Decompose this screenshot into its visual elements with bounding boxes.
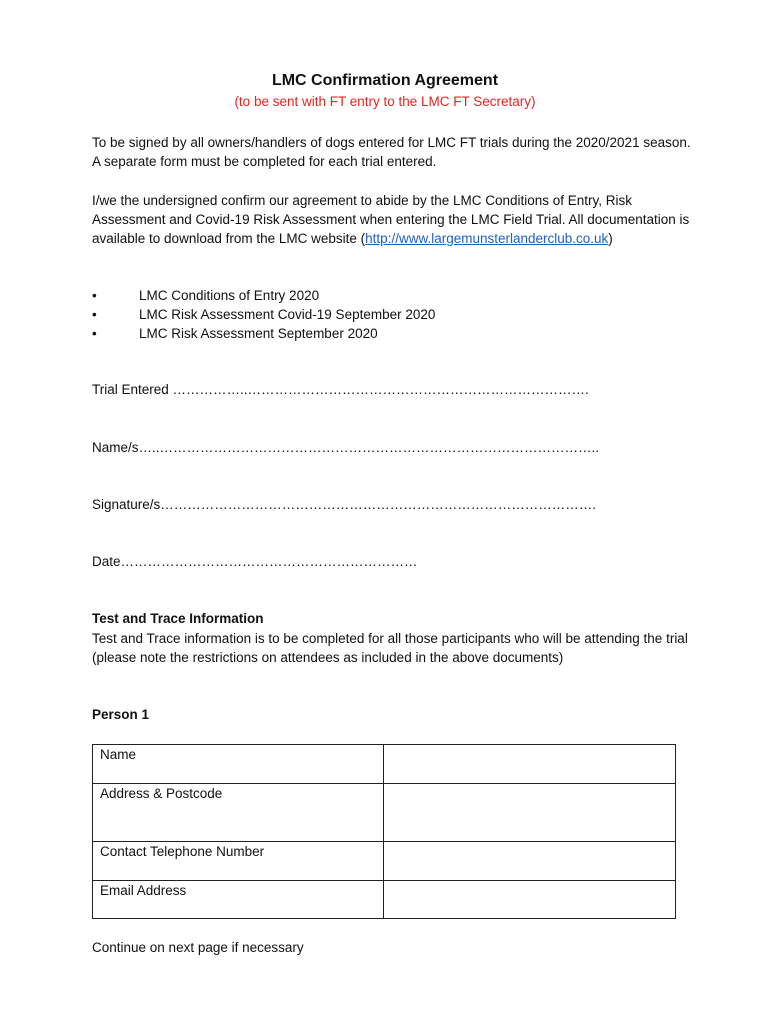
table-row — [93, 842, 676, 881]
website-link[interactable]: http://www.largemunsterlanderclub.co.uk — [365, 231, 609, 246]
signatures-field[interactable]: Signature/s……………………………………………………………………………………. — [92, 497, 597, 512]
test-trace-paragraph: Test and Trace information is to be completed for all those participants who will be attending the trial (please note the restrictions on attendees as included in the above documents) — [92, 631, 688, 665]
bullet-icon: • — [92, 288, 97, 303]
link-open-paren: ( — [360, 231, 366, 246]
date-field[interactable]: Date………………………………………………………… — [92, 554, 418, 569]
table-row — [93, 881, 676, 919]
list-item — [92, 324, 692, 343]
name-value-cell[interactable] — [384, 745, 676, 784]
agreement-text: I/we the undersigned confirm our agreement to abide by the LMC Conditions of Entry, Risk Assessment and Covid-19 Risk Assessment when entering the LMC Field Trial. All documentation is available to download from the LMC website — [92, 193, 690, 246]
list-item-label: LMC Risk Assessment Covid-19 September 2020 — [139, 307, 436, 322]
table-row — [93, 745, 676, 784]
documents-list — [92, 286, 692, 343]
row-label: Address & Postcode — [93, 784, 384, 842]
agreement-paragraph — [92, 191, 692, 248]
row-label: Email Address — [93, 881, 384, 919]
person-details-table — [92, 744, 676, 919]
trial-entered-field[interactable]: Trial Entered ……………..…………………………………………………………………. — [92, 382, 589, 397]
list-item — [92, 305, 692, 324]
email-value-cell[interactable] — [384, 881, 676, 919]
document-title: LMC Confirmation Agreement — [271, 72, 499, 89]
row-label: Contact Telephone Number — [93, 842, 384, 881]
intro-paragraph: To be signed by all owners/handlers of dogs entered for LMC FT trials during the 2020/2021 season. A separate form must be completed for each trial entered. — [92, 135, 691, 169]
footer-note: Continue on next page if necessary — [92, 940, 304, 955]
table-row — [93, 784, 676, 842]
list-item-label: LMC Conditions of Entry 2020 — [139, 288, 320, 303]
person-heading: Person 1 — [92, 707, 150, 722]
document-subtitle: (to be sent with FT entry to the LMC FT Secretary) — [234, 94, 536, 109]
telephone-value-cell[interactable] — [384, 842, 676, 881]
list-item — [92, 286, 692, 305]
list-item-label: LMC Risk Assessment September 2020 — [139, 326, 378, 341]
test-trace-heading: Test and Trace Information — [92, 611, 264, 626]
row-label: Name — [93, 745, 384, 784]
bullet-icon: • — [92, 326, 97, 341]
bullet-icon: • — [92, 307, 97, 322]
link-close-paren: ) — [608, 231, 613, 246]
address-value-cell[interactable] — [384, 784, 676, 842]
names-field[interactable]: Name/s…..…………………………………………………………………………………….. — [92, 440, 600, 455]
